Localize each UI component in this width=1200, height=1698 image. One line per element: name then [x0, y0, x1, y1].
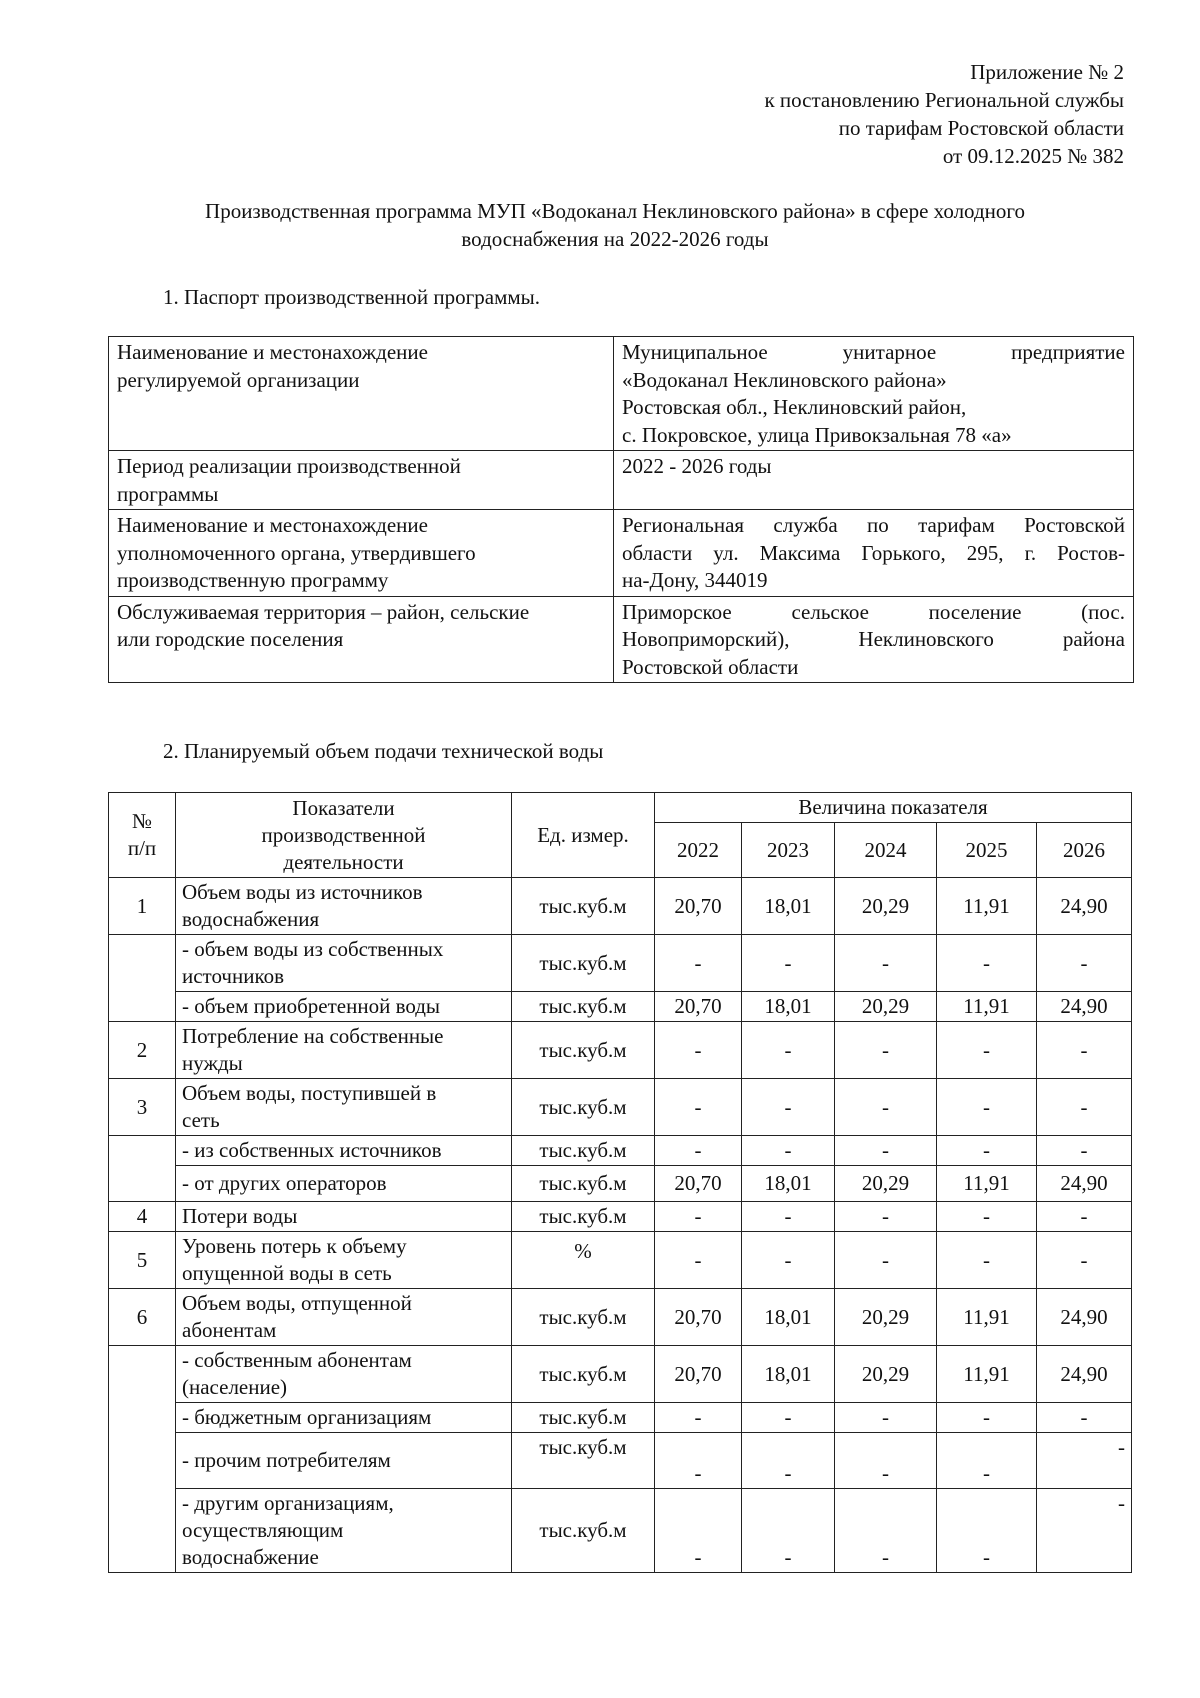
- appendix-number: Приложение № 2: [970, 60, 1124, 84]
- row-value: -: [835, 1202, 937, 1232]
- row-value: 20,29: [835, 1289, 937, 1346]
- document-title: [110, 197, 1120, 253]
- header-unit: Ед. измер.: [512, 793, 655, 878]
- row-unit: тыс.куб.м: [512, 1202, 655, 1232]
- passport-label: [109, 337, 614, 451]
- passport-label: [109, 451, 614, 510]
- row-unit: тыс.куб.м: [512, 1166, 655, 1202]
- row-value: 20,70: [655, 878, 742, 935]
- row-name: [176, 878, 512, 935]
- row-num: 2: [109, 1022, 176, 1079]
- row-name-line: водоснабжение: [182, 1545, 319, 1569]
- passport-label-line: или городские поселения: [117, 627, 344, 651]
- header-value-group: Величина показателя: [655, 793, 1132, 823]
- header-year: 2024: [835, 823, 937, 878]
- row-value: -: [742, 1433, 835, 1489]
- row-value: -: [835, 1489, 937, 1573]
- row-unit: тыс.куб.м: [512, 1489, 655, 1573]
- row-value: -: [937, 1232, 1037, 1289]
- row-name-line: осуществляющим: [182, 1518, 344, 1542]
- passport-row: [109, 337, 1134, 451]
- row-name-line: Объем воды, отпущенной: [182, 1291, 412, 1315]
- row-value: 20,29: [835, 1166, 937, 1202]
- row-name: [176, 1202, 512, 1232]
- row-unit: %: [512, 1232, 655, 1289]
- row-value: -: [835, 1022, 937, 1079]
- table-row: [109, 1433, 1132, 1489]
- header-text: производственной: [261, 822, 426, 847]
- row-name: [176, 935, 512, 992]
- row-name-line: нужды: [182, 1051, 243, 1075]
- row-name: [176, 1136, 512, 1166]
- passport-label-line: Обслуживаемая территория – район, сельские: [117, 599, 530, 624]
- row-name-line: - бюджетным организациям: [182, 1405, 432, 1429]
- section-1-heading: 1. Паспорт производственной программы.: [163, 285, 541, 309]
- passport-row: [109, 596, 1134, 683]
- row-value: -: [1037, 1433, 1132, 1489]
- row-value: 11,91: [937, 1166, 1037, 1202]
- passport-row: [109, 510, 1134, 597]
- row-name: [176, 992, 512, 1022]
- row-name: [176, 1232, 512, 1289]
- row-num: 3: [109, 1079, 176, 1136]
- row-name: [176, 1403, 512, 1433]
- passport-value: [614, 451, 1134, 510]
- passport-value-line: на-Дону, 344019: [622, 568, 768, 592]
- volume-table: [108, 792, 1132, 1573]
- row-num-empty: [109, 935, 176, 1022]
- passport-value-line: Муниципальное унитарное предприятие: [622, 340, 1125, 364]
- row-value: 20,29: [835, 878, 937, 935]
- row-value: -: [937, 1433, 1037, 1489]
- table-row: [109, 1166, 1132, 1202]
- row-value: 24,90: [1037, 1289, 1132, 1346]
- passport-label-line: уполномоченного органа, утвердившего: [117, 540, 476, 565]
- header-text: Показатели: [292, 795, 395, 820]
- header-indicator: [176, 793, 512, 878]
- title-line-2: водоснабжения на 2022-2026 годы: [461, 227, 769, 251]
- row-value: -: [742, 1403, 835, 1433]
- header-text: №: [131, 809, 153, 833]
- row-value: 24,90: [1037, 1166, 1132, 1202]
- row-name: [176, 1433, 512, 1489]
- section-2-heading: 2. Планируемый объем подачи технической воды: [163, 739, 604, 763]
- table-row: [109, 1289, 1132, 1346]
- row-value: 11,91: [937, 1289, 1037, 1346]
- header-num: [109, 793, 176, 878]
- row-value: -: [937, 1022, 1037, 1079]
- row-value: -: [835, 1136, 937, 1166]
- row-value: 18,01: [742, 878, 835, 935]
- row-value: -: [742, 1489, 835, 1573]
- passport-value: [614, 510, 1134, 597]
- row-value: -: [1037, 1232, 1132, 1289]
- row-value: -: [937, 935, 1037, 992]
- row-value: 20,29: [835, 992, 937, 1022]
- row-value: -: [835, 1403, 937, 1433]
- row-value: -: [655, 1232, 742, 1289]
- passport-label-line: Наименование и местонахождение: [117, 513, 428, 537]
- row-value: -: [1037, 1489, 1132, 1573]
- row-value: -: [937, 1079, 1037, 1136]
- passport-label-line: Наименование и местонахождение: [117, 340, 428, 364]
- row-value: -: [937, 1136, 1037, 1166]
- table-row: [109, 1202, 1132, 1232]
- appendix-resolution: к постановлению Региональной службы: [764, 88, 1124, 112]
- passport-label-line: программы: [117, 481, 219, 506]
- row-name: [176, 1022, 512, 1079]
- row-name: [176, 1346, 512, 1403]
- row-unit: тыс.куб.м: [512, 1346, 655, 1403]
- table-row: [109, 1022, 1132, 1079]
- row-value: -: [655, 1403, 742, 1433]
- row-value: -: [937, 1489, 1037, 1573]
- row-value: 11,91: [937, 992, 1037, 1022]
- row-value: 20,29: [835, 1346, 937, 1403]
- passport-value-line: с. Покровское, улица Привокзальная 78 «а»: [622, 422, 1012, 447]
- header-year: 2026: [1037, 823, 1132, 878]
- passport-label-line: Период реализации производственной: [117, 454, 461, 478]
- row-num: 1: [109, 878, 176, 935]
- table-header-row: [109, 793, 1132, 823]
- row-value: -: [655, 1433, 742, 1489]
- row-value: -: [835, 1079, 937, 1136]
- passport-value-line: Ростовской области: [622, 654, 799, 679]
- row-value: -: [742, 1022, 835, 1079]
- row-name-line: Уровень потерь к объему: [182, 1234, 407, 1258]
- passport-value-line: «Водоканал Неклиновского района»: [622, 367, 947, 392]
- passport-row: [109, 451, 1134, 510]
- row-name: [176, 1289, 512, 1346]
- row-name-line: Потребление на собственные: [182, 1024, 444, 1048]
- row-name-line: - объем приобретенной воды: [182, 994, 441, 1018]
- row-name-line: Потери воды: [182, 1204, 298, 1228]
- row-value: -: [655, 1022, 742, 1079]
- row-name-line: опущенной воды в сеть: [182, 1261, 392, 1285]
- header-text: п/п: [127, 836, 157, 860]
- row-value: -: [655, 1202, 742, 1232]
- row-name-line: - из собственных источников: [182, 1138, 442, 1162]
- row-unit: тыс.куб.м: [512, 1289, 655, 1346]
- row-name-line: - другим организациям,: [182, 1491, 394, 1515]
- row-name-line: - прочим потребителям: [182, 1448, 391, 1472]
- table-row: [109, 1079, 1132, 1136]
- row-value: -: [742, 1232, 835, 1289]
- row-unit: тыс.куб.м: [512, 992, 655, 1022]
- passport-label: [109, 596, 614, 683]
- row-name: [176, 1489, 512, 1573]
- table-row: [109, 1346, 1132, 1403]
- row-value: 20,70: [655, 1346, 742, 1403]
- table-row: [109, 1136, 1132, 1166]
- row-value: 20,70: [655, 992, 742, 1022]
- row-value: 18,01: [742, 992, 835, 1022]
- row-value: -: [742, 1079, 835, 1136]
- row-value: 18,01: [742, 1346, 835, 1403]
- row-value: -: [742, 935, 835, 992]
- row-unit: тыс.куб.м: [512, 1136, 655, 1166]
- passport-value-line: области ул. Максима Горького, 295, г. Ростов-: [622, 540, 1125, 565]
- row-name: [176, 1166, 512, 1202]
- appendix-authority: по тарифам Ростовской области: [838, 116, 1124, 140]
- row-value: 24,90: [1037, 878, 1132, 935]
- row-name-line: абонентам: [182, 1318, 277, 1342]
- row-num: 4: [109, 1202, 176, 1232]
- row-value: -: [835, 1433, 937, 1489]
- row-name-line: - собственным абонентам: [182, 1348, 412, 1372]
- passport-value: [614, 337, 1134, 451]
- row-name-line: Объем воды из источников: [182, 880, 423, 904]
- row-value: 11,91: [937, 1346, 1037, 1403]
- row-name-line: водоснабжения: [182, 907, 320, 931]
- table-row: [109, 935, 1132, 992]
- passport-label-line: регулируемой организации: [117, 367, 360, 392]
- row-value: 20,70: [655, 1166, 742, 1202]
- passport-value-line: Региональная служба по тарифам Ростовской: [622, 513, 1125, 537]
- table-row: [109, 878, 1132, 935]
- row-value: -: [835, 1232, 937, 1289]
- row-value: -: [937, 1202, 1037, 1232]
- row-value: -: [1037, 1403, 1132, 1433]
- row-value: -: [1037, 1079, 1132, 1136]
- row-num: 5: [109, 1232, 176, 1289]
- passport-value: [614, 596, 1134, 683]
- passport-value-line: Приморское сельское поселение (пос.: [622, 599, 1125, 624]
- row-value: 24,90: [1037, 1346, 1132, 1403]
- row-num: 6: [109, 1289, 176, 1346]
- row-unit: тыс.куб.м: [512, 878, 655, 935]
- row-name-line: Объем воды, поступившей в: [182, 1081, 437, 1105]
- title-line-1: Производственная программа МУП «Водоканал Неклиновского района» в сфере холодного: [205, 199, 1025, 223]
- table-row: [109, 1232, 1132, 1289]
- row-value: -: [655, 1136, 742, 1166]
- row-value: -: [835, 935, 937, 992]
- passport-value-line: Новоприморский), Неклиновского района: [622, 627, 1125, 651]
- row-unit: тыс.куб.м: [512, 1022, 655, 1079]
- appendix-date: от 09.12.2025 № 382: [942, 144, 1124, 168]
- header-year: 2022: [655, 823, 742, 878]
- row-value: -: [937, 1403, 1037, 1433]
- header-year: 2023: [742, 823, 835, 878]
- table-row: [109, 992, 1132, 1022]
- row-value: -: [655, 1489, 742, 1573]
- row-value: 20,70: [655, 1289, 742, 1346]
- table-row: [109, 1403, 1132, 1433]
- appendix-header: [764, 58, 1124, 170]
- row-value: -: [655, 935, 742, 992]
- row-unit: тыс.куб.м: [512, 935, 655, 992]
- passport-table: [108, 336, 1134, 683]
- row-value: -: [655, 1079, 742, 1136]
- row-name: [176, 1079, 512, 1136]
- row-unit: тыс.куб.м: [512, 1433, 655, 1489]
- row-name-line: - объем воды из собственных: [182, 937, 444, 961]
- row-value: -: [742, 1202, 835, 1232]
- row-value: -: [1037, 1136, 1132, 1166]
- passport-label: [109, 510, 614, 597]
- row-value: 11,91: [937, 878, 1037, 935]
- header-year: 2025: [937, 823, 1037, 878]
- row-name-line: источников: [182, 964, 285, 988]
- passport-value-line: 2022 - 2026 годы: [622, 454, 772, 478]
- row-value: 24,90: [1037, 992, 1132, 1022]
- header-text: деятельности: [283, 849, 404, 874]
- row-value: 18,01: [742, 1166, 835, 1202]
- row-name-line: (население): [182, 1375, 288, 1399]
- table-row: [109, 1489, 1132, 1573]
- passport-value-line: Ростовская обл., Неклиновский район,: [622, 395, 967, 419]
- row-num-empty: [109, 1346, 176, 1573]
- row-name-line: - от других операторов: [182, 1171, 387, 1195]
- row-value: 18,01: [742, 1289, 835, 1346]
- row-num-empty: [109, 1136, 176, 1202]
- row-value: -: [1037, 1022, 1132, 1079]
- row-value: -: [1037, 1202, 1132, 1232]
- row-unit: тыс.куб.м: [512, 1079, 655, 1136]
- row-name-line: сеть: [182, 1108, 220, 1132]
- passport-label-line: производственную программу: [117, 568, 389, 592]
- row-value: -: [1037, 935, 1132, 992]
- row-value: -: [742, 1136, 835, 1166]
- row-unit: тыс.куб.м: [512, 1403, 655, 1433]
